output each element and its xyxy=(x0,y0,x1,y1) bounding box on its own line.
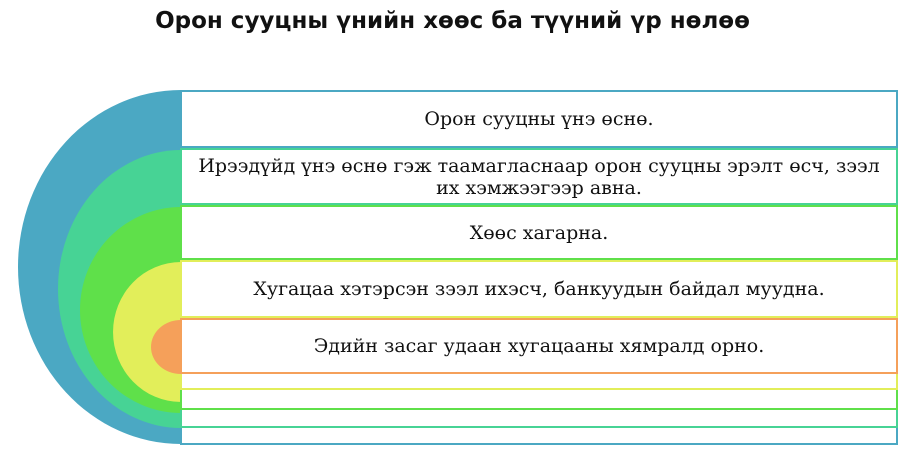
stage-box-3 xyxy=(180,205,898,260)
stage-box-4 xyxy=(180,260,898,318)
stage-text-3: Хөөс хагарна. xyxy=(469,221,609,244)
stage-text-2: Ирээдүйд үнэ өснө гэж таамагласнаар орон сууцны эрэлт өсч, зээл их хэмжээгээр авна. xyxy=(198,154,880,199)
closing-strip-green xyxy=(180,390,898,410)
stage-text-4: Хугацаа хэтэрсэн зээл ихэсч, банкуудын байдал муудна. xyxy=(253,278,825,300)
closing-strip-lime xyxy=(180,374,898,390)
stage-box-2 xyxy=(180,148,898,205)
stage-box-5 xyxy=(180,318,898,374)
closing-strip-mint xyxy=(180,410,898,428)
diagram-title: Орон сууцны үнийн хөөс ба түүний үр нөлөө xyxy=(155,8,750,34)
stage-box-1 xyxy=(180,90,898,148)
stage-text-5: Эдийн засаг удаан хугацааны хямралд орно. xyxy=(313,335,765,357)
stage-text-1: Орон сууцны үнэ өснө. xyxy=(424,108,654,130)
closing-strip-teal xyxy=(180,428,898,445)
